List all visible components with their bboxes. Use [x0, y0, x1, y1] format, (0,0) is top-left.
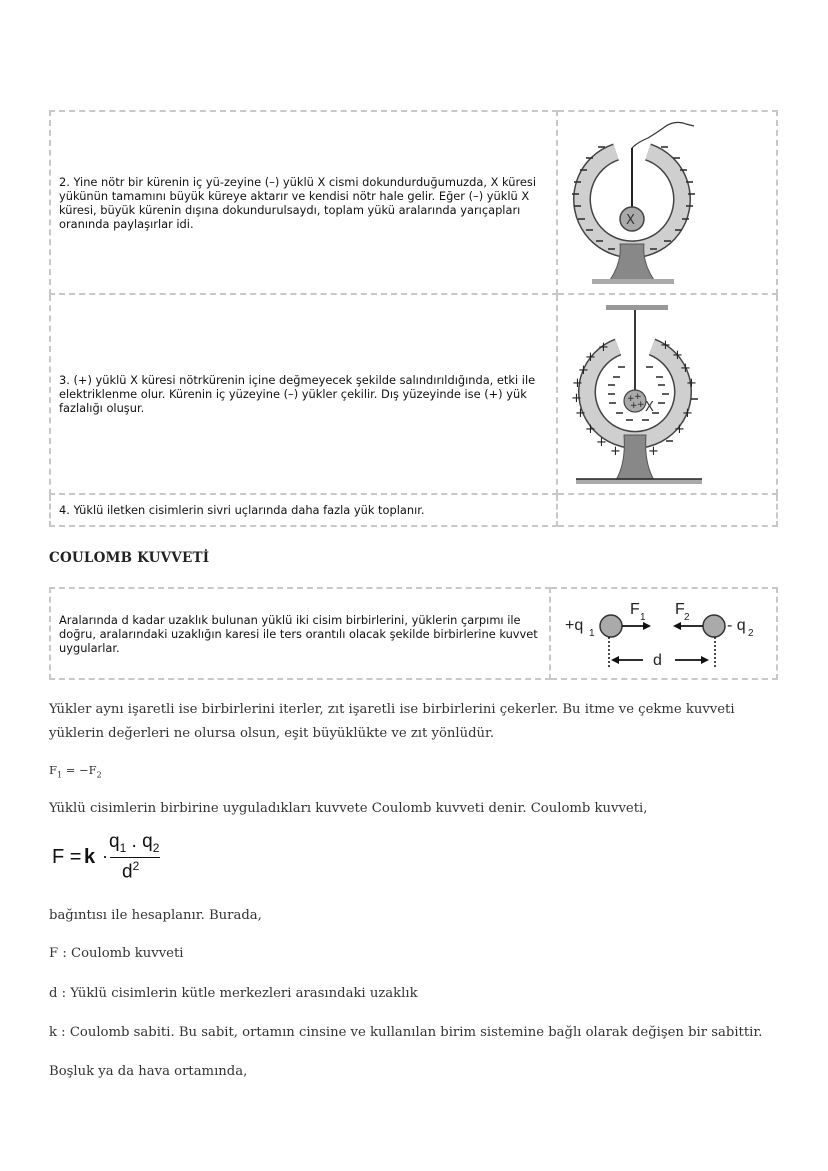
eq-lhs: F	[49, 763, 57, 777]
table-row	[50, 588, 777, 679]
svg-text:1: 1	[640, 612, 646, 623]
svg-text:2: 2	[684, 612, 690, 623]
svg-text:X: X	[626, 213, 635, 228]
sphere-induction-figure-icon	[558, 295, 776, 490]
svg-text:+: +	[672, 348, 683, 363]
empty-cell	[557, 494, 777, 526]
figure-cell	[557, 294, 777, 494]
coulomb-definition-text: Aralarında d kadar uzaklık bulunan yüklü iki cisim birbirlerini, yüklerin çarpımı ile doğru, aralarındaki uzaklığın karesi ile ters orantılı olacak şekilde birbirlerine kuvvet uygularlar.	[50, 588, 550, 679]
fraction-bar	[110, 857, 160, 858]
paragraph-coulomb-intro: Yüklü cisimlerin birbirine uyguladıkları kuvvete Coulomb kuvveti denir. Coulomb kuvveti,	[49, 801, 648, 816]
svg-text:+: +	[598, 340, 609, 355]
q2-sub: 2	[152, 840, 160, 855]
table-row	[50, 494, 777, 526]
svg-text:+: +	[578, 363, 589, 378]
paragraph-vacuum: Boşluk ya da hava ortamında,	[49, 1064, 248, 1079]
svg-text:1: 1	[589, 628, 595, 639]
svg-text:+: +	[630, 401, 638, 411]
figure-cell	[550, 588, 777, 679]
svg-text:+: +	[585, 422, 596, 437]
definition-f: F : Coulomb kuvveti	[49, 946, 184, 961]
svg-text:+: +	[627, 394, 635, 404]
row-4-text: 4. Yüklü iletken cisimlerin sivri uçlarında daha fazla yük toplanır.	[50, 494, 557, 526]
formula-dot: ·	[102, 846, 108, 866]
svg-text:+: +	[686, 376, 697, 391]
formula-denominator	[122, 859, 139, 883]
paragraph-attraction-repulsion: Yükler aynı işaretli ise birbirlerini iterler, zıt işaretli ise birbirlerini çekerler. Bu itme ve çekme kuvveti yüklerin değerleri ne olursa olsun, eşit büyüklükte ve zıt yönlüdür.	[49, 702, 735, 741]
svg-text:+: +	[634, 392, 642, 402]
q2: q	[142, 831, 153, 852]
coulomb-formula	[52, 831, 192, 890]
svg-text:+: +	[596, 435, 607, 450]
d: d	[122, 861, 133, 883]
row-3-text: 3. (+) yüklü X küresi nötrkürenin içine değmeyecek şekilde salındırıldığında, etki ile elektriklenme olur. Kürenin iç yüzeyine (–) yükler çekilir. Dış yüzeyinde ise (+) yük fazlalığı oluşur.	[50, 294, 557, 494]
svg-text:+: +	[680, 361, 691, 376]
coulomb-definition-table	[49, 587, 778, 680]
svg-text:X: X	[645, 400, 654, 415]
svg-text:+: +	[610, 444, 621, 459]
table-row	[50, 294, 777, 494]
table-row	[50, 111, 777, 294]
electrification-table	[49, 110, 778, 527]
svg-text:F: F	[675, 601, 685, 618]
q1: q	[109, 831, 120, 852]
section-heading: COULOMB KUVVETİ	[49, 550, 210, 566]
svg-text:- q: - q	[727, 617, 746, 634]
svg-text:+: +	[682, 406, 693, 421]
two-charges-figure-icon	[551, 589, 776, 675]
formula-k: k	[84, 846, 96, 868]
equation-f1-f2	[49, 758, 769, 787]
formula-lhs: F =	[52, 846, 82, 868]
paragraph-calculated: bağıntısı ile hesaplanır. Burada,	[49, 908, 262, 923]
svg-text:+: +	[571, 391, 582, 406]
svg-text:d: d	[653, 652, 662, 669]
definition-k: k : Coulomb sabiti. Bu sabit, ortamın cinsine ve kullanılan birim sistemine bağlı olarak değişen bir sabittir.	[49, 1025, 763, 1040]
svg-text:+: +	[637, 400, 645, 410]
d-sup: 2	[132, 859, 140, 873]
sphere-conduction-figure-icon	[558, 112, 776, 290]
q1-sub: 1	[119, 840, 127, 855]
svg-text:2: 2	[748, 628, 754, 639]
svg-text:+: +	[660, 338, 671, 353]
svg-text:+q: +q	[565, 617, 584, 634]
svg-text:+: +	[572, 376, 583, 391]
figure-cell	[557, 111, 777, 294]
eq-rhs-sub: 2	[96, 770, 102, 780]
svg-text:F: F	[630, 601, 640, 618]
svg-text:+: +	[648, 444, 659, 459]
eq-mid: = −F	[62, 763, 97, 777]
formula-numerator	[109, 831, 159, 855]
mul: .	[126, 831, 143, 852]
svg-text:+: +	[674, 422, 685, 437]
definition-d: d : Yüklü cisimlerin kütle merkezleri arasındaki uzaklık	[49, 986, 418, 1001]
eq-lhs-sub: 1	[56, 770, 63, 780]
svg-text:+: +	[585, 350, 596, 365]
row-2-text: 2. Yine nötr bir kürenin iç yü-zeyine (–) yüklü X cismi dokundurduğumuzda, X küresi yükünün tamamını büyük küreye aktarır ve kendisi nötr hale gelir. Eğer (–) yüklü X küresi, büyük kürenin dışına dokundurulsaydı, toplam yükü aralarında yarıçapları oranında paylaşırlar idi.	[50, 111, 557, 294]
svg-text:+: +	[575, 406, 586, 421]
